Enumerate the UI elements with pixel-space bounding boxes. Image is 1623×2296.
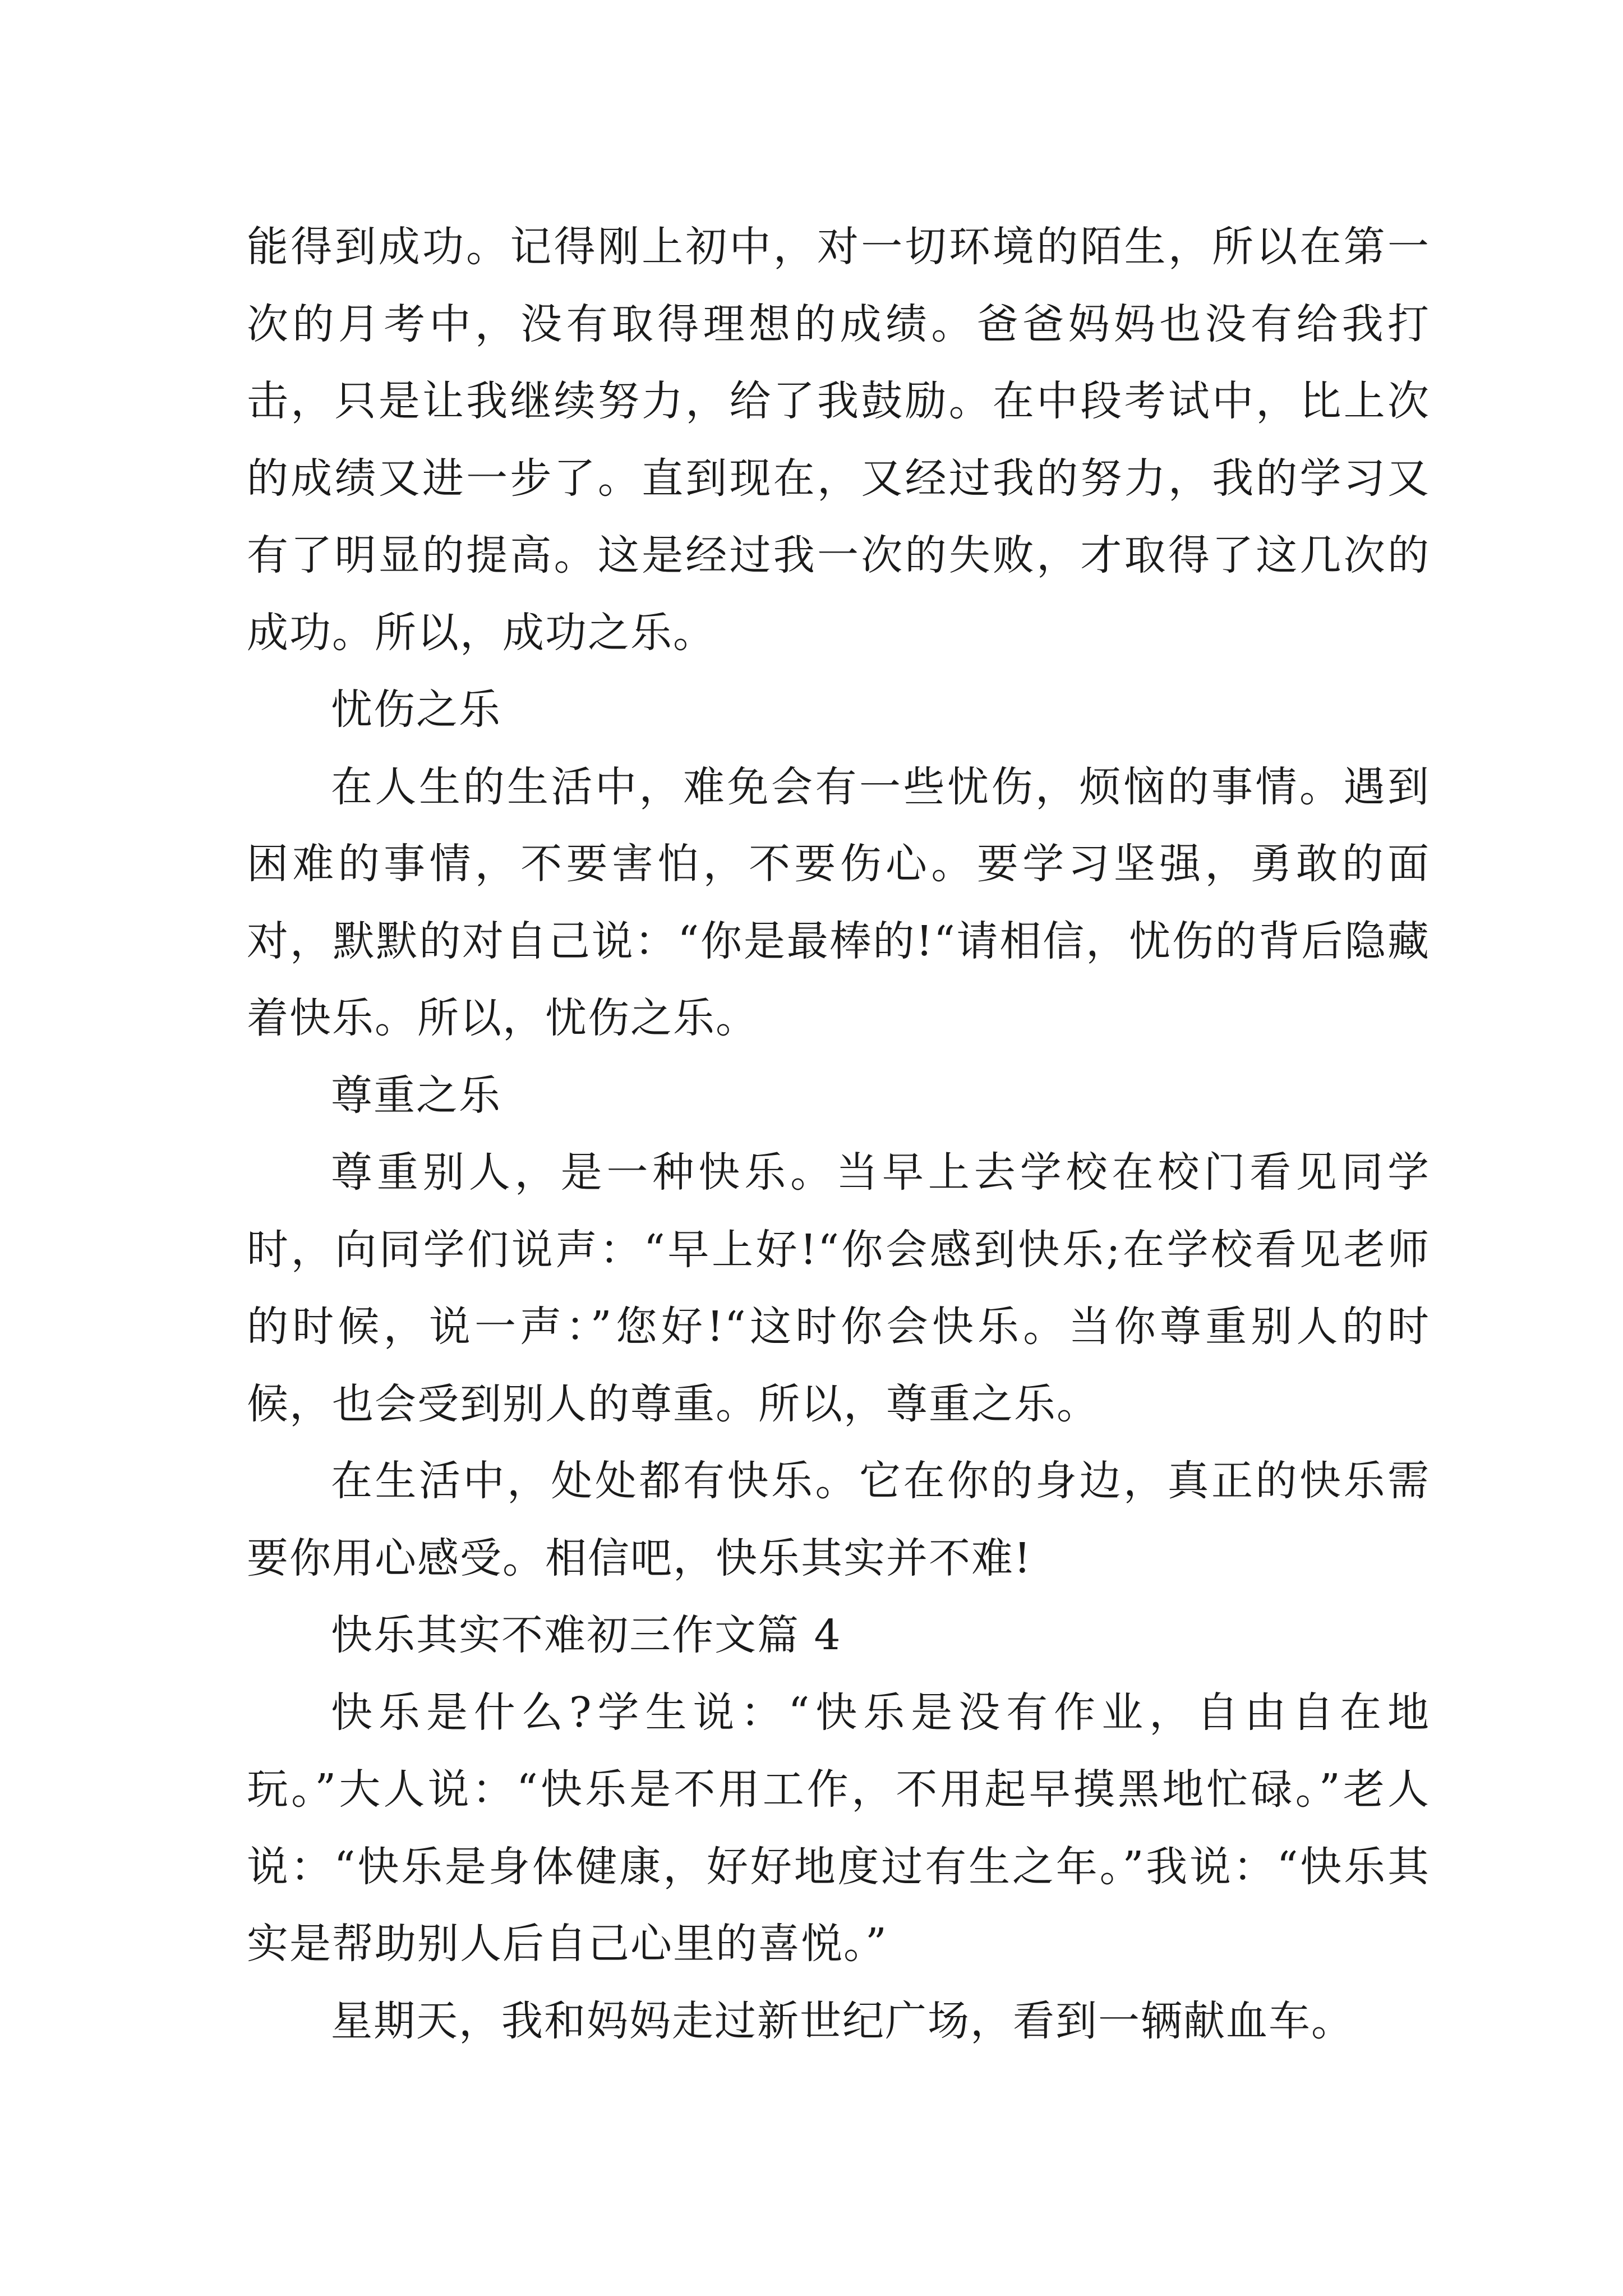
section-heading-sadness-joy: 忧伤之乐 (331, 685, 501, 734)
paragraph-life-joy: 在生活中，处处都有快乐。它在你的身边，真正的快乐需要你用心感受。相信吧，快乐其实并不难! (247, 1457, 1430, 1582)
section-heading-respect-joy: 尊重之乐 (331, 1071, 501, 1120)
paragraph-sunday-story: 星期天，我和妈妈走过新世纪广场，看到一辆献血车。 (331, 1996, 1354, 2045)
paragraph-respect-joy: 尊重别人，是一种快乐。当早上去学校在校门看见同学时，向同学们说声：“早上好!“你会感到快乐;在学校看见老师的时候，说一声：”您好!“这时你会快乐。当你尊重别人的时候，也会受到别人的尊重。所以，尊重之乐。 (247, 1148, 1430, 1428)
paragraph-what-is-joy: 快乐是什么?学生说：“快乐是没有作业，自由自在地玩。”大人说：“快乐是不用工作，不用起早摸黑地忙碌。”老人说：“快乐是身体健康，好好地度过有生之年。”我说：“快乐其实是帮助别人后自己心里的喜悦。” (247, 1688, 1430, 1968)
essay-title-part-4: 快乐其实不难初三作文篇 4 (331, 1611, 842, 1659)
document-body (247, 209, 1430, 2060)
paragraph-success-conclusion: 能得到成功。记得刚上初中，对一切环境的陌生，所以在第一次的月考中，没有取得理想的成绩。爸爸妈妈也没有给我打击，只是让我继续努力，给了我鼓励。在中段考试中，比上次的成绩又进一步了。直到现在，又经过我的努力，我的学习又有了明显的提高。这是经过我一次的失败，才取得了这几次的成功。所以，成功之乐。 (247, 223, 1430, 657)
paragraph-sadness-joy: 在人生的生活中，难免会有一些忧伤，烦恼的事情。遇到困难的事情，不要害怕，不要伤心。要学习坚强，勇敢的面对，默默的对自己说：“你是最棒的!“请相信，忧伤的背后隐藏着快乐。所以，忧伤之乐。 (247, 762, 1430, 1042)
